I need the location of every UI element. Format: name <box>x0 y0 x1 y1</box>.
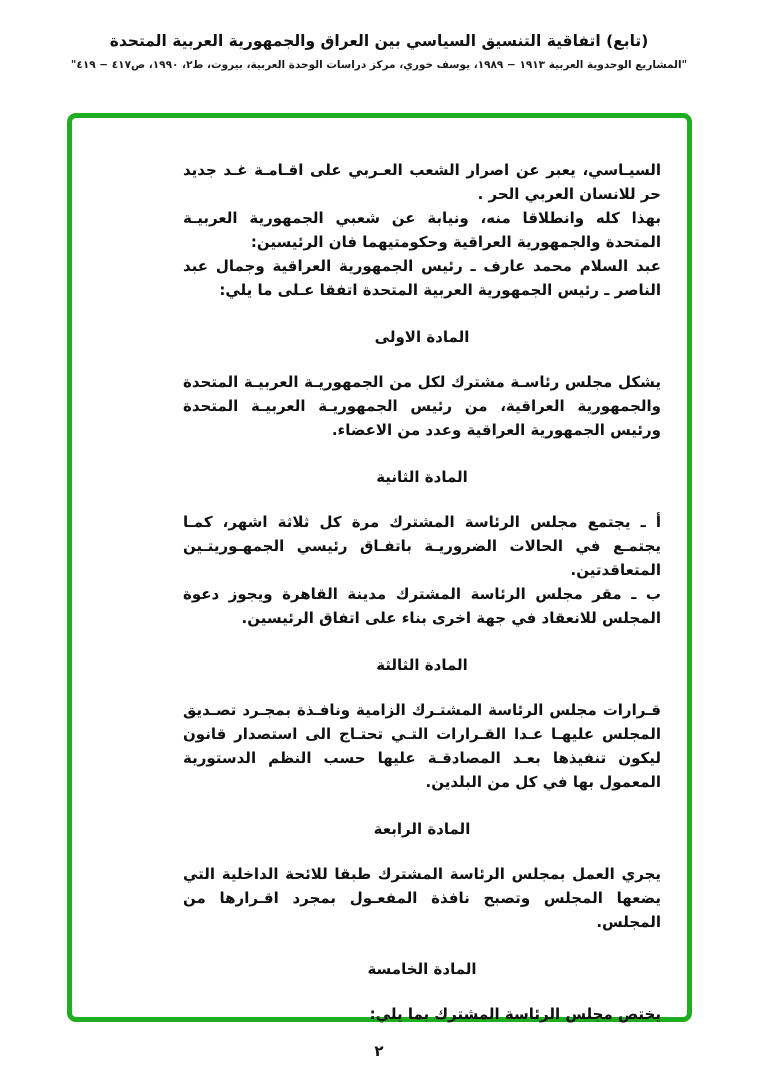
document-title: (تابع) اتفاقية التنسيق السياسي بين العراق والجمهورية العربية المتحدة <box>109 32 649 50</box>
intro-paragraph: السيـاسي، يعبر عن اصرار الشعب العـربي على اقـامـة غـد جديد حر للانسان العربي الحر . <box>183 161 661 203</box>
intro-paragraph: عبد السلام محمد عارف ـ رئيس الجمهورية العراقية وجمال عبد الناصر ـ رئيس الجمهورية العربية المتحدة اتفقا عـلى ما يلي: <box>183 257 661 299</box>
section-paragraph: يختص مجلس الرئاسة المشترك بما يلي: <box>369 1005 661 1023</box>
content-frame <box>67 113 692 1022</box>
section-paragraph: ب ـ مقر مجلس الرئاسة المشترك مدينة القاهرة ويجوز دعوة المجلس للانعقاد في جهة اخرى بناء على اتفاق الرئيسين. <box>183 585 661 627</box>
section-heading-article-2: المادة الثانية <box>376 468 468 486</box>
section-paragraph: أ ـ يجتمع مجلس الرئاسة المشترك مرة كل ثلاثة اشهر، كمـا يجتمـع في الحالات الضروريـة باتفـاق رئيسي الجمهـوريتـين المتعاقدتين. <box>183 513 661 579</box>
intro-paragraph: بهذا كله وانطلاقا منه، ونيابة عن شعبي الجمهورية العربيـة المتحدة والجمهورية العراقية وحكومتيهما فان الرئيسين: <box>183 209 661 251</box>
section-paragraph: يجري العمل بمجلس الرئاسة المشترك طبقا للائحة الداخلية التي يضعها المجلس وتصبح نافذة المفعـول بمجرد اقـرارها من المجلس. <box>183 865 661 931</box>
source-citation: "المشاريع الوحدوية العربية ١٩١٣ − ١٩٨٩، يوسف خوري، مركز دراسات الوحدة العربية، بيروت، ط٢، ١٩٩٠، ص٤١٧ − ٤١٩" <box>70 59 688 71</box>
page-number: ٢ <box>374 1042 384 1060</box>
section-paragraph: يشكل مجلس رئاسـة مشترك لكل من الجمهوريـة العربيـة المتحدة والجمهورية العراقية، من رئيس الجمهوريـة العربيـة المتحدة ورئيس الجمهورية العراقية وعدد من الاعضاء. <box>183 373 661 439</box>
section-paragraph: قـرارات مجلس الرئاسة المشتـرك الزامية ونافـذة بمجـرد تصـديق المجلس عليهـا عـدا القـرارات التـي تحتـاج الى استصدار قانون ليكون تنفيذها بعـد المصادقـة عليها حسب النظم الدستورية المعمول بها في كل من البلدين. <box>183 701 661 791</box>
section-heading-article-4: المادة الرابعة <box>373 820 471 838</box>
document-header <box>0 0 758 71</box>
section-heading-article-3: المادة الثالثة <box>376 656 468 674</box>
section-heading-article-5: المادة الخامسة <box>367 960 477 978</box>
section-heading-article-1: المادة الاولى <box>374 328 470 346</box>
document-body <box>183 158 661 1026</box>
